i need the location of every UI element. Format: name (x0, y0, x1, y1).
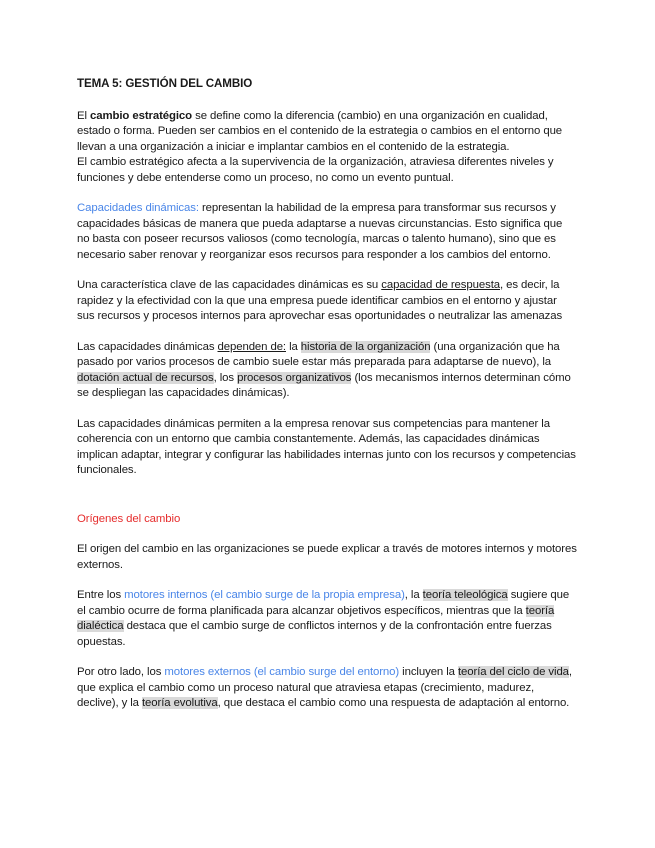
paragraph-depend-on (77, 340, 577, 402)
text: , los (213, 371, 238, 384)
text: se define como la diferencia (cambio) en una organización en cualidad, estado o forma. Pueden ser cambios en el contenido de la estrategia o cambios en el entorno que llevan a una organización a iniciar e implantar cambios en el contenido de la estrategia. (77, 109, 563, 153)
text: El (77, 109, 90, 122)
text: El cambio estratégico afecta a la supervivencia de la organización, atraviesa diferentes niveles y funciones y debe entenderse como un proceso, no como un evento puntual. (77, 156, 554, 184)
text: (una organización que ha pasado por varios procesos de cambio suele estar más preparada para adaptarse de nuevo), la (77, 340, 560, 368)
paragraph-response-capacity (77, 278, 577, 325)
term-dynamic-capabilities: Capacidades dinámicas: (77, 202, 199, 214)
paragraph-origin: El origen del cambio en las organizaciones se puede explicar a través de motores internos y motores externos. (77, 543, 577, 571)
paragraph-dynamic-capabilities (77, 201, 577, 263)
text: (los mecanismos internos determinan cómo se despliegan las capacidades dinámicas). (77, 371, 571, 399)
highlight-processes: procesos organizativos (237, 371, 352, 384)
paragraph-external-motors (77, 665, 577, 712)
term-external-motors: motores externos (el cambio surge del entorno) (164, 666, 400, 678)
term-response-capacity: capacidad de respuesta (381, 279, 500, 291)
text: la (286, 340, 301, 353)
text: , que explica el cambio como un proceso natural que atraviesa etapas (crecimiento, madurez, declive), y la (77, 666, 572, 709)
document-body (77, 76, 577, 727)
term-depend-on: dependen de: (217, 340, 286, 353)
highlight-life-cycle: teoría del ciclo de vida (457, 666, 569, 678)
text: Una característica clave de las capacidades dinámicas es su (77, 279, 382, 291)
highlight-evolutionary: teoría evolutiva (141, 697, 218, 709)
highlight-resources: dotación actual de recursos (77, 371, 214, 384)
paragraph-renew-competences: Las capacidades dinámicas permiten a la empresa renovar sus competencias para mantener la coherencia con un entorno que cambia constantemente. Además, las capacidades dinámicas implican adaptar, integrar y configurar las habilidades internas junto con los recursos y competencias funcionales. (77, 417, 576, 476)
text: Las capacidades dinámicas (77, 340, 218, 353)
text: representan la habilidad de la empresa para transformar sus recursos y capacidades básicas de manera que pueda adaptarse a nuevas circunstancias. Esto significa que no basta con poseer recursos valiosos (como tecnología, marcas o talento humano), sino que es necesario saber renovar y reorganizar esos recursos para responder a los cambios del entorno. (77, 202, 563, 261)
highlight-history: historia de la organización (300, 340, 431, 353)
text: incluyen la (399, 666, 458, 678)
text: sugiere que el cambio ocurre de forma planificada para alcanzar objetivos específicos, mientras que la (77, 589, 570, 617)
text: destaca que el cambio surge de conflictos internos y de la confrontación entre fuerzas opuestas. (77, 620, 552, 648)
text: , la (404, 589, 423, 601)
page-title: TEMA 5: GESTIÓN DEL CAMBIO (77, 77, 253, 90)
text: Entre los (77, 589, 125, 601)
highlight-teleological: teoría teleológica (422, 589, 508, 601)
text: , que destaca el cambio como una respuesta de adaptación al entorno. (217, 697, 570, 709)
text: Por otro lado, los (77, 666, 165, 678)
term-strategic-change: cambio estratégico (90, 109, 193, 122)
highlight-dialectic: teoría dialéctica (77, 604, 555, 632)
paragraph-internal-motors (77, 588, 577, 650)
text: , es decir, la rapidez y la efectividad con la que una empresa puede identificar cambios en el entorno y ajustar sus recursos y procesos internos para aprovechar esas oportunidades o neutralizar las amenazas (77, 279, 563, 322)
term-internal-motors: motores internos (el cambio surge de la propia empresa) (124, 589, 405, 601)
section-title-origins: Orígenes del cambio (77, 512, 181, 525)
paragraph-strategic-change (77, 109, 577, 187)
